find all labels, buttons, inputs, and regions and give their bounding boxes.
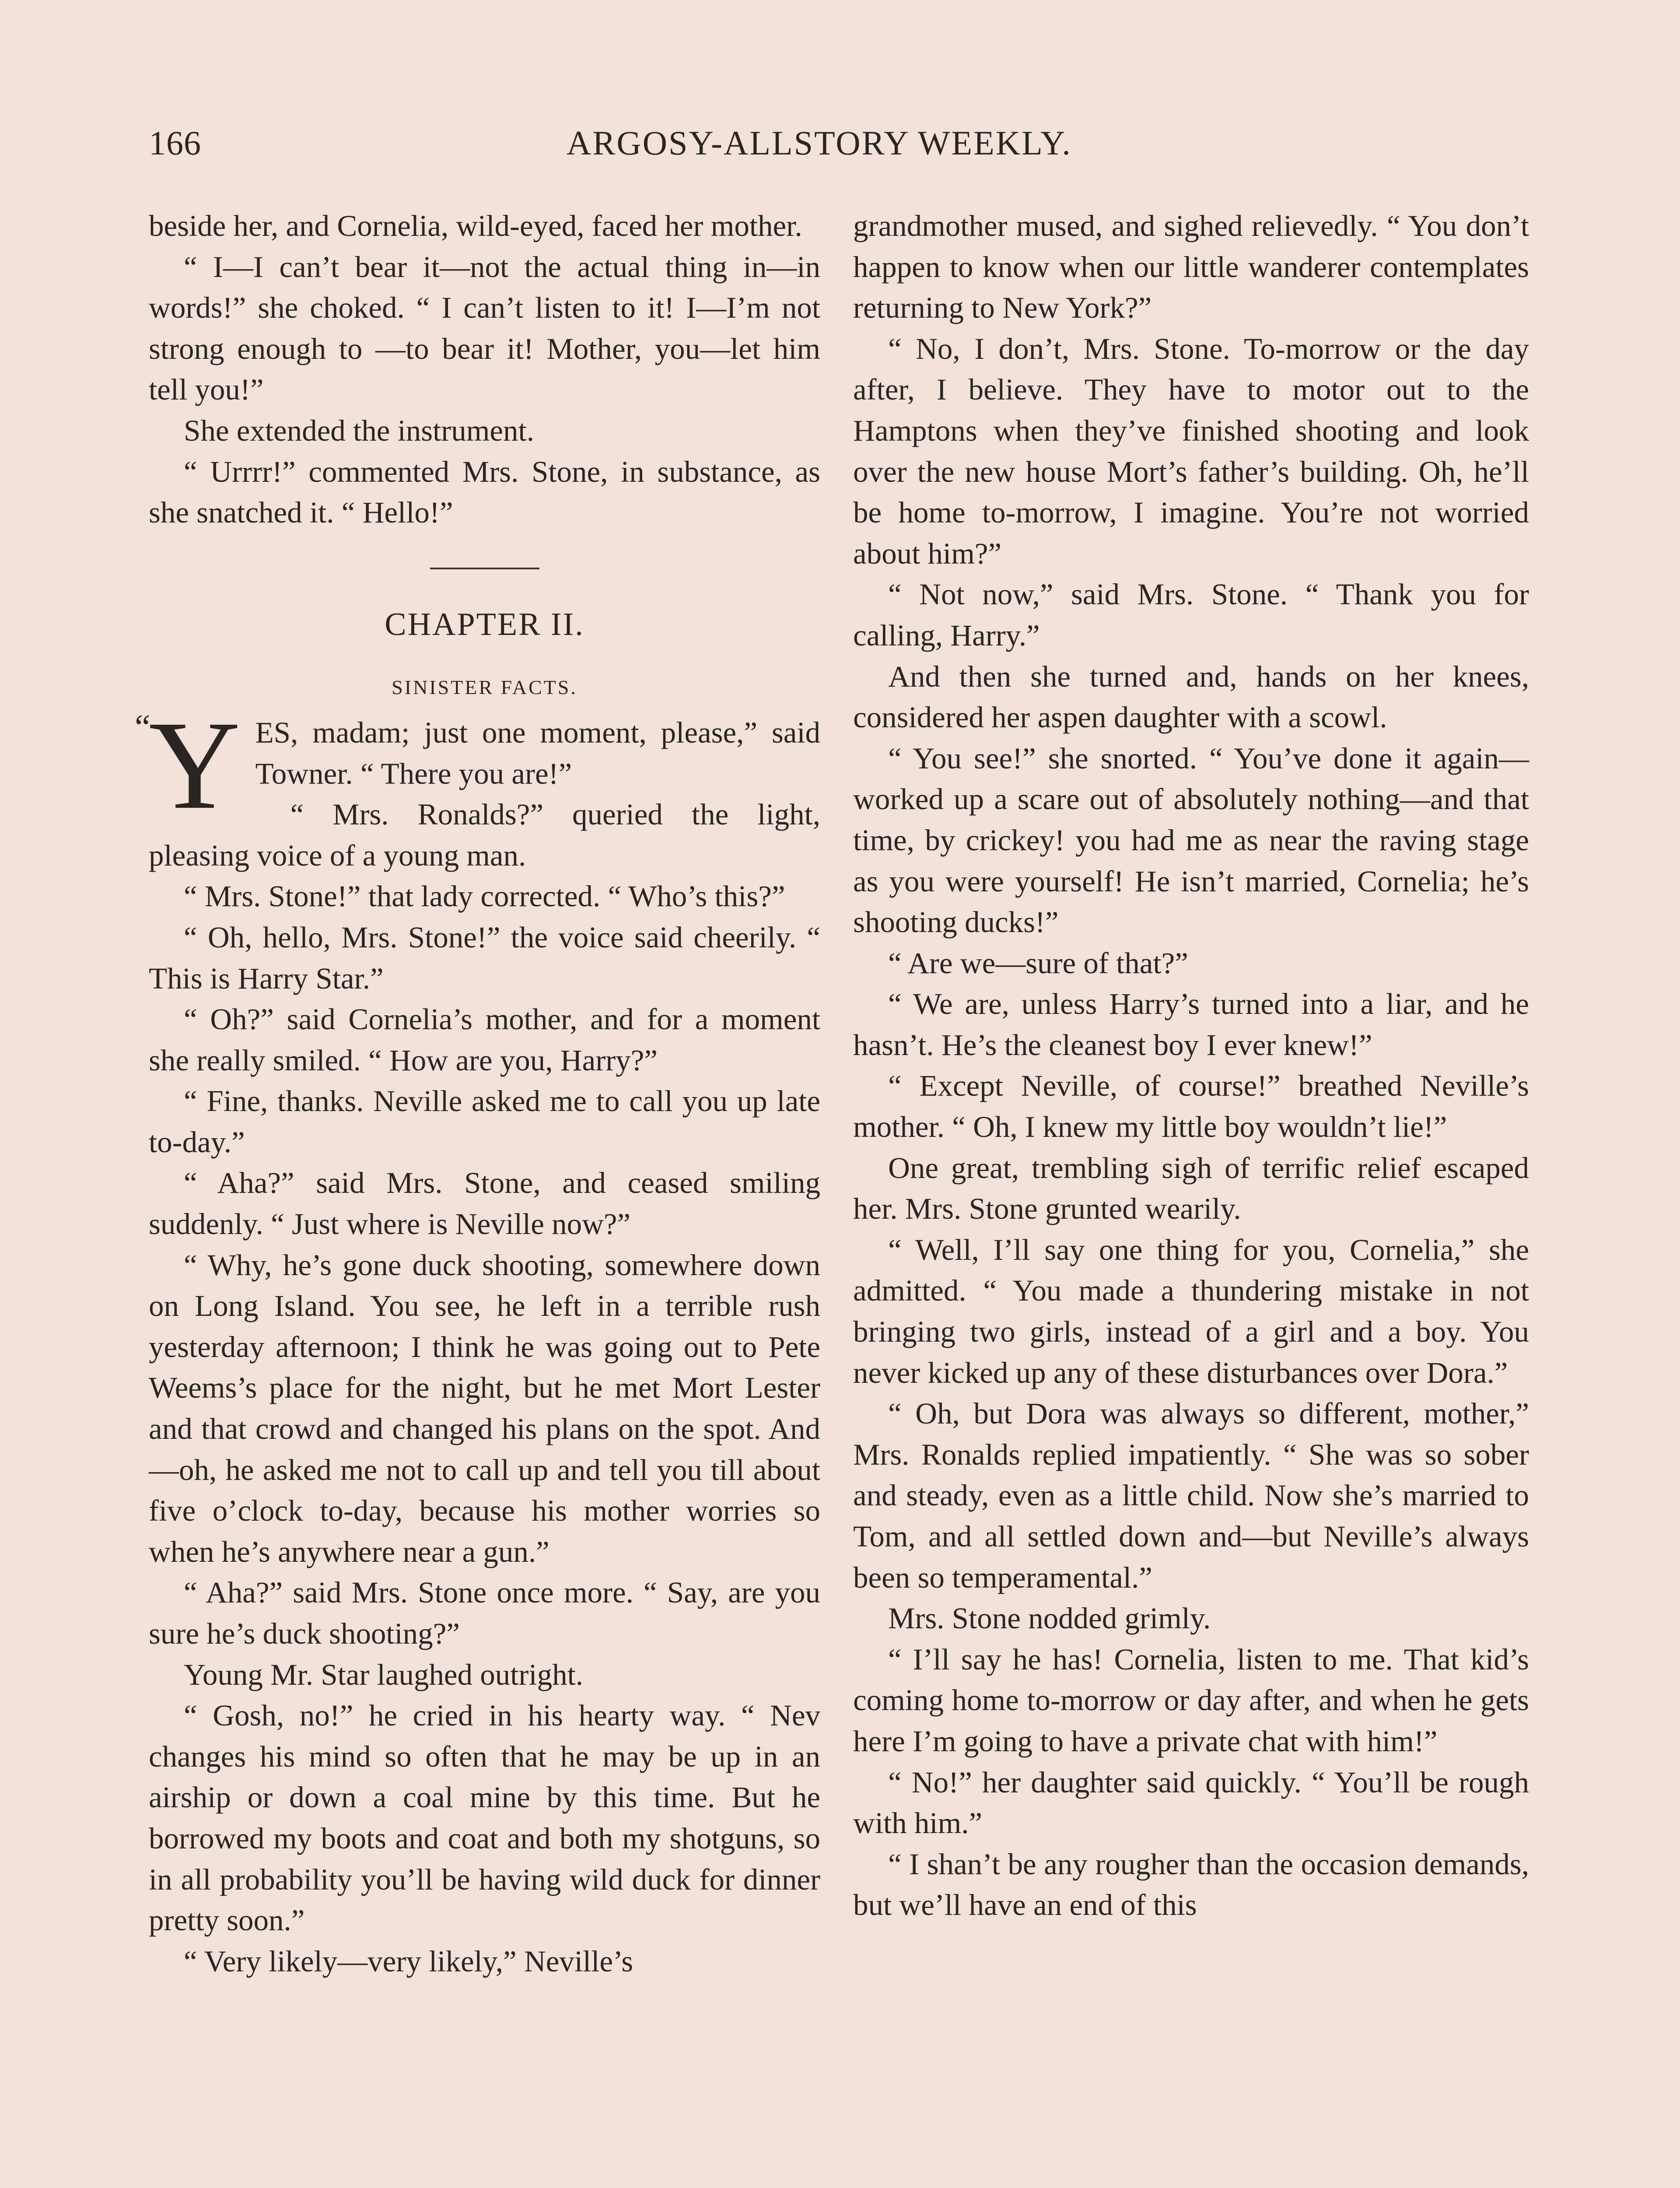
drop-cap-quote: “ [135,708,150,747]
drop-cap-letter: Y [149,694,241,835]
chapter-divider [430,568,539,569]
paragraph: “ Oh?” said Cornelia’s mother, and for a moment she really smiled. “ How are you, Harry?” [149,1003,820,1077]
page-header [149,123,1562,172]
paragraph: “ No!” her daughter said quickly. “ You’ll be rough with him.” [853,1765,1529,1840]
right-column [853,206,1529,1926]
paragraph: beside her, and Cornelia, wild-eyed, faced her mother. [149,209,802,242]
paragraph: One great, trembling sigh of terrific relief escaped her. Mrs. Stone grunted wearily. [853,1151,1529,1226]
chapter-title: CHAPTER II. [385,606,584,642]
paragraph: “ Fine, thanks. Neville asked me to call you up late to-day.” [149,1084,820,1159]
paragraph: “ Very likely—very likely,” Neville’s [184,1944,634,1978]
paragraph: “ You see!” she snorted. “ You’ve done it again—worked up a scare out of absolutely nothing—and that time, by crickey! you had me as near the raving stage as you were yourself! He isn’t married, Cornelia; he’s shooting ducks!” [853,741,1529,939]
paragraph: “ I—I can’t bear it—not the actual thing in—in words!” she choked. “ I can’t listen to it! I—I’m not strong enough to —to bear it! Mother, you—let him tell you!” [149,250,820,407]
chapter-subtitle: SINISTER FACTS. [392,676,578,699]
paragraph: “ I shan’t be any rougher than the occasion demands, but we’ll have an end of this [853,1847,1529,1922]
paragraph: Young Mr. Star laughed outright. [184,1658,584,1691]
paragraph: “ Why, he’s gone duck shooting, somewhere down on Long Island. You see, he left in a terrible rush yesterday afternoon; I think he was going out to Pete Weems’s place for the night, but he met Mort Lester and that crowd and changed his plans on the spot. And—oh, he asked me not to call up and tell you till about five o’clock to-day, because his mother worries so when he’s anywhere near a gun.” [149,1248,820,1568]
paragraph: “ Not now,” said Mrs. Stone. “ Thank you for calling, Harry.” [853,578,1529,652]
paragraph: “ Except Neville, of course!” breathed Neville’s mother. “ Oh, I knew my little boy wouldn’t lie!” [853,1069,1529,1144]
paragraph: “ Mrs. Stone!” that lady corrected. “ Who’s this?” [184,880,785,913]
paragraph: “ We are, unless Harry’s turned into a liar, and he hasn’t. He’s the cleanest boy I ever knew!” [853,987,1529,1062]
paragraph: grandmother mused, and sighed relievedly. “ You don’t happen to know when our little wanderer contemplates returning to New York?” [853,209,1529,325]
paragraph: “ Aha?” said Mrs. Stone, and ceased smiling suddenly. “ Just where is Neville now?” [149,1166,820,1241]
opening-text: ES, madam; just one moment, please,” said Towner. “ There you are!” [255,715,820,790]
paragraph: “ Oh, hello, Mrs. Stone!” the voice said cheerily. “ This is Harry Star.” [149,920,820,995]
paragraph: “ Well, I’ll say one thing for you, Cornelia,” she admitted. “ You made a thundering mistake in not bringing two girls, instead of a girl and a boy. You never kicked up any of these disturbances over Dora.” [853,1233,1529,1389]
paragraph: Mrs. Stone nodded grimly. [888,1602,1211,1635]
page-number: 166 [149,124,201,162]
paragraph: “ Gosh, no!” he cried in his hearty way. “ Nev changes his mind so often that he may be up in an airship or down a coal mine by this time. But he borrowed my boots and coat and both my shotguns, so in all probability you’ll be having wild duck for dinner pretty soon.” [149,1699,820,1937]
drop-cap [135,694,241,835]
paragraph: “ I’ll say he has! Cornelia, listen to me. That kid’s coming home to-morrow or day after, and when he gets here I’m going to have a private chat with him!” [853,1642,1529,1758]
paragraph: “ Oh, but Dora was always so different, mother,” Mrs. Ronalds replied impatiently. “ She was so sober and steady, even as a little child. Now she’s married to Tom, and all settled down and—but Neville’s always been so temperamental.” [853,1397,1529,1594]
paragraph: “ No, I don’t, Mrs. Stone. To-morrow or the day after, I believe. They have to motor out to the Hamptons when they’ve finished shooting and look over the new house Mort’s father’s building. Oh, he’ll be home to-morrow, I imagine. You’re not worried about him?” [853,332,1529,570]
paragraph: “ Aha?” said Mrs. Stone once more. “ Say, are you sure he’s duck shooting?” [149,1576,820,1650]
paragraph: “ Mrs. Ronalds?” queried the light, pleasing voice of a young man. [149,798,820,872]
paragraph: And then she turned and, hands on her knees, considered her aspen daughter with a scowl. [853,659,1529,734]
left-column [135,206,820,1982]
paragraph: “ Urrrr!” commented Mrs. Stone, in substance, as she snatched it. “ Hello!” [149,455,820,529]
running-title: ARGOSY-ALLSTORY WEEKLY. [567,124,1072,162]
paragraph: “ Are we—sure of that?” [888,946,1188,980]
paragraph: She extended the instrument. [184,414,534,447]
